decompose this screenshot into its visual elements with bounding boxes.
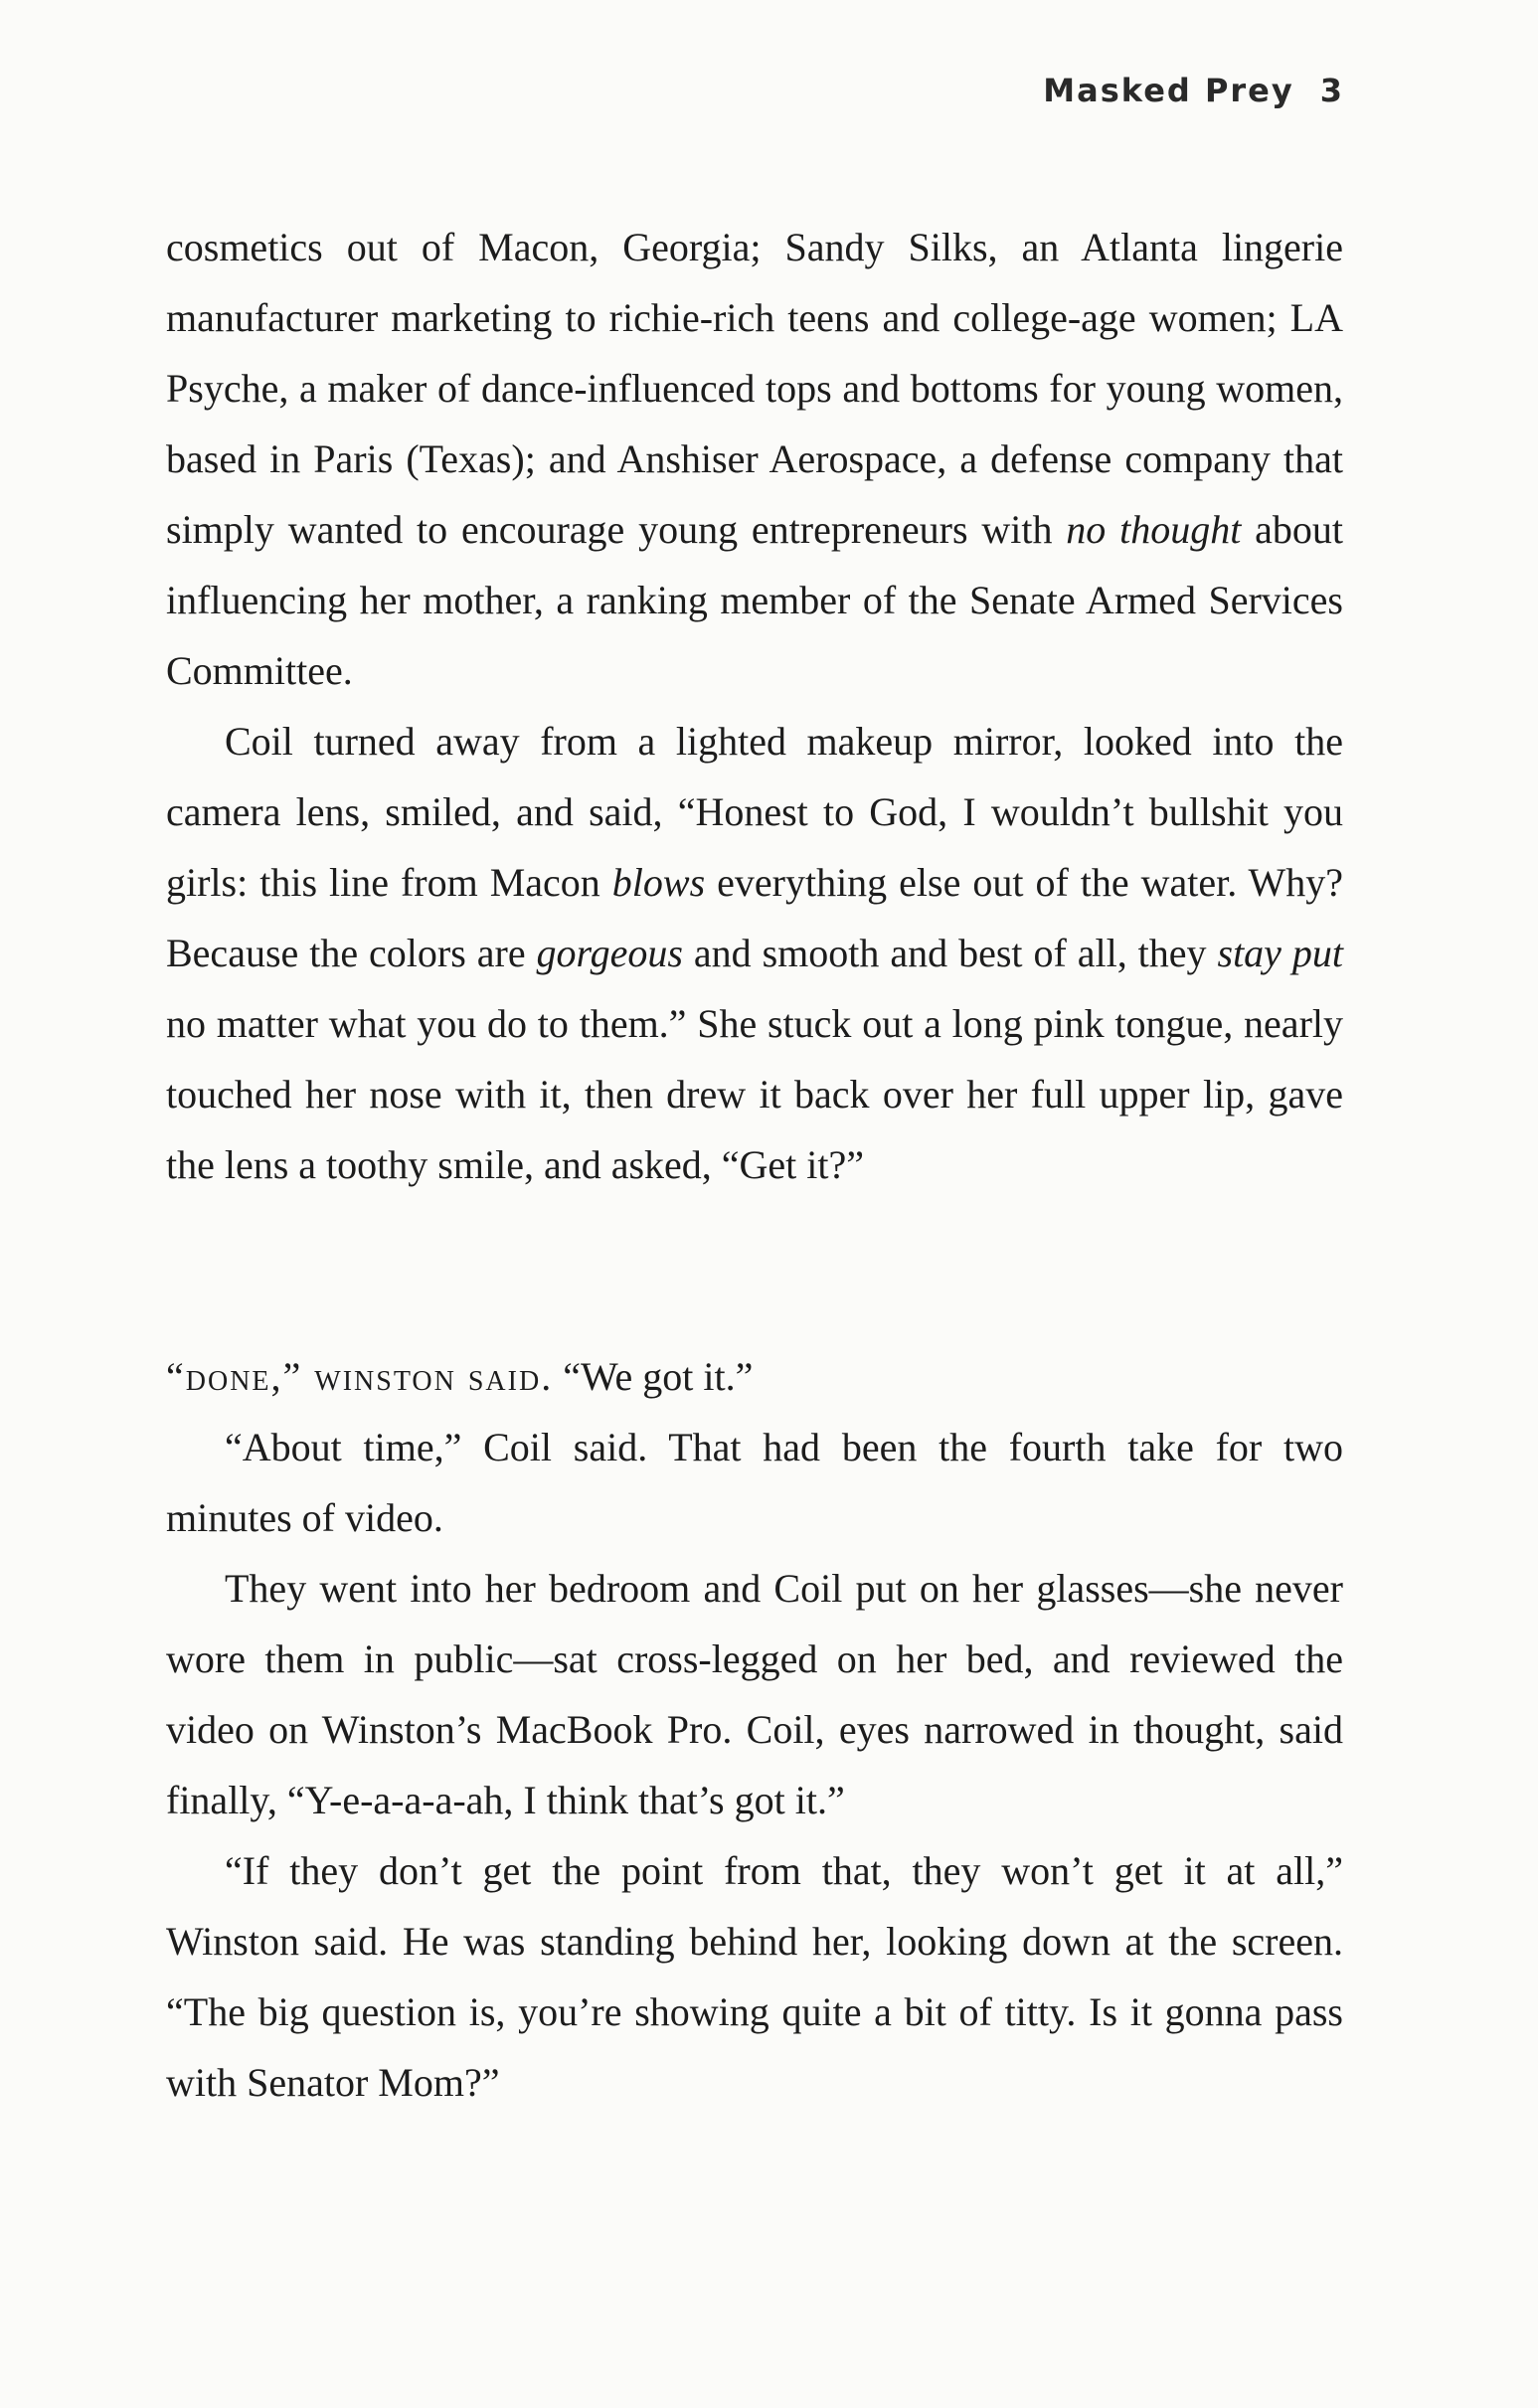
paragraph-1-text: cosmetics out of Macon, Georgia; Sandy Silks, an Atlanta lingerie manufacturer marketing to richie-rich teens and college-age women; LA Psyche, a maker of dance-influenced tops and bottoms for young women, based in Paris (Texas); and Anshiser Aerospace, a defense company that simply wanted to encourage young entrepreneurs with [166, 225, 1343, 552]
body-text [166, 212, 1343, 2118]
paragraph-2-text-b: everything else out of the water. Why? Because the colors are [166, 860, 1344, 975]
page-number: 3 [1319, 72, 1344, 109]
paragraph-2-emphasis-3: stay put [1217, 931, 1344, 975]
paragraph-2-emphasis-1: blows [611, 860, 706, 905]
paragraph-3-text: “We got it.” [553, 1354, 754, 1399]
paragraph-4: “About time,” Coil said. That had been the fourth take for two minutes of video. [166, 1425, 1343, 1540]
paragraph-2-emphasis-2: gorgeous [536, 931, 683, 975]
running-head [1043, 72, 1344, 109]
paragraph-2-text-d: no matter what you do to them.” She stuck out a long pink tongue, nearly touched her nose with it, then drew it back over her full upper lip, gave the lens a toothy smile, and asked, “Get it?” [166, 1001, 1343, 1187]
paragraph-2-text-c: and smooth and best of all, they [682, 931, 1218, 975]
paragraph-3-smallcaps: “done,” winston said. [166, 1354, 554, 1399]
paragraph-5: They went into her bedroom and Coil put on her glasses—she never wore them in public—sat cross-legged on her bed, and reviewed the video on Winston’s MacBook Pro. Coil, eyes narrowed in thought, said finally, “Y-e-a-a-a-ah, I think that’s got it.” [166, 1566, 1343, 1822]
book-title: Masked Prey [1043, 72, 1294, 109]
paragraph-1-text-end: about influencing her mother, a ranking member of the Senate Armed Services Committee. [166, 507, 1344, 693]
paragraph-2 [166, 706, 1343, 1200]
paragraph-2-text-a: Coil turned away from a lighted makeup mirror, looked into the camera lens, smiled, and said, “Honest to God, I wouldn’t bullshit you girls: this line from Macon [166, 719, 1343, 905]
paragraph-1-emphasis: no thought [1066, 507, 1242, 552]
paragraph-3 [166, 1341, 1343, 1412]
paragraph-6: “If they don’t get the point from that, they won’t get it at all,” Winston said. He was standing behind her, looking down at the screen. “The big question is, you’re showing quite a bit of titty. Is it gonna pass with Senator Mom?” [166, 1848, 1343, 2105]
paragraph-1 [166, 212, 1343, 706]
